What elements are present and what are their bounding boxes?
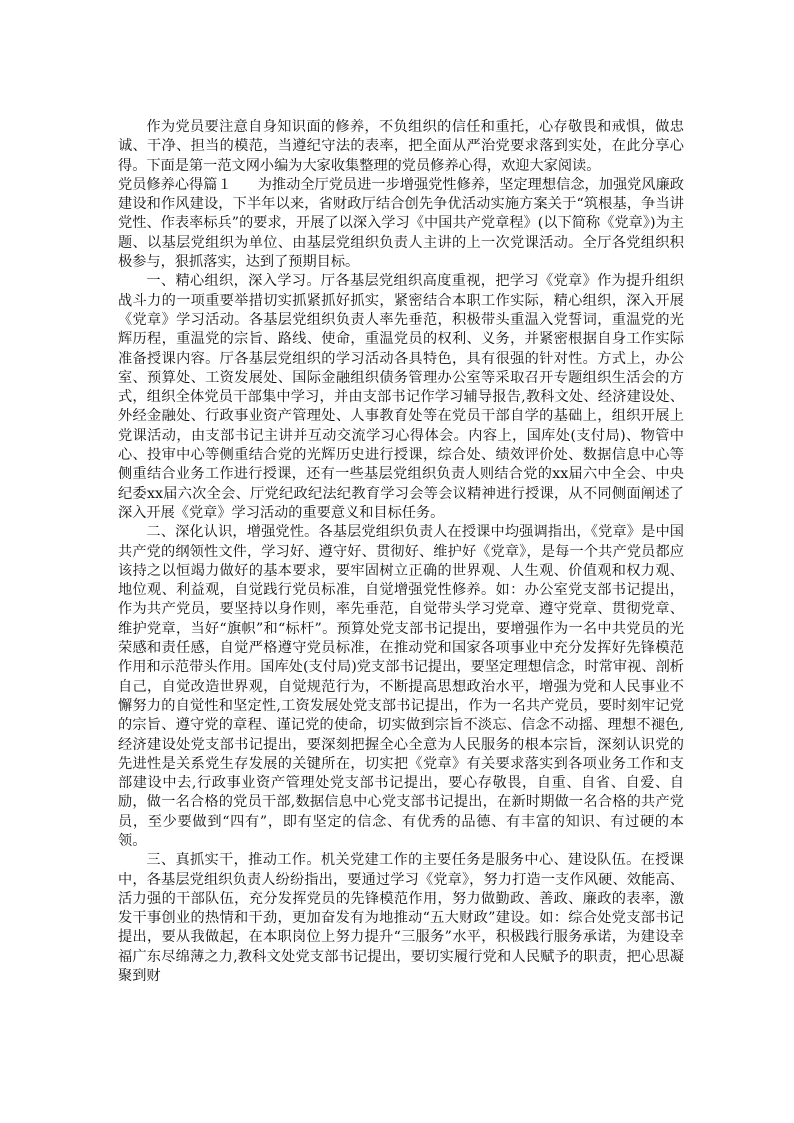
paragraph-1-text: 为推动全厅党员进一步增强党性修养，坚定理想信念，加强党风廉政建设和作风建设，下半年以来，省财政厅结合创先争优活动实施方案关于“筑根基，争当讲党性、作表率标兵”的要求，开展了以深入学习《中国共产党章程》(以下简称《党章》)为主题、以基层党组织为单位、由基层党组织负责人主讲的上一次党课活动。全厅各党组织积极参与，狠抓落实，达到了预期目标。	[118, 176, 684, 271]
document-page	[118, 118, 684, 986]
paragraph-3: 二、深化认识，增强党性。各基层党组织负责人在授课中均强调指出，《党章》是中国共产党的纲领性文件，学习好、遵守好、贯彻好、维护好《党章》，是每一个共产党员都应该持之以恒竭力做好的基本要求，要牢固树立正确的世界观、人生观、价值观和权力观、地位观、利益观，自觉践行党员标准，自觉增强党性修养。如：办公室党支部书记提出，作为共产党员，要坚持以身作则，率先垂范，自觉带头学习党章、遵守党章、贯彻党章、维护党章，当好“旗帜”和“标杆”。预算处党支部书记提出，要增强作为一名中共党员的光荣感和责任感，自觉严格遵守党员标准，在推动党和国家各项事业中充分发挥好先锋模范作用和示范带头作用。国库处(支付局)党支部书记提出，要坚定理想信念，时常审视、剖析自己，自觉改造世界观，自觉规范行为，不断提高思想政治水平，增强为党和人民事业不懈努力的自觉性和坚定性,工资发展处党支部书记提出，作为一名共产党员，要时刻牢记党的宗旨、遵守党的章程、谨记党的使命，切实做到宗旨不淡忘、信念不动摇、理想不褪色,经济建设处党支部书记提出，要深刻把握全心全意为人民服务的根本宗旨，深刻认识党的先进性是关系党生存发展的关键所在，切实把《党章》有关要求落实到各项业务工作和支部建设中去,行政事业资产管理处党支部书记提出，要心存敬畏，自重、自省、自爱、自励，做一名合格的党员干部,数据信息中心党支部书记提出，在新时期做一名合格的共产党员，至少要做到“四有”，即有坚定的信念、有优秀的品德、有丰富的知识、有过硬的本领。	[118, 524, 684, 849]
paragraph-2: 一、精心组织，深入学习。厅各基层党组织高度重视，把学习《党章》作为提升组织战斗力的一项重要举措切实抓紧抓好抓实，紧密结合本职工作实际，精心组织，深入开展《党章》学习活动。各基层党组织负责人率先垂范，积极带头重温入党誓词，重温党的光辉历程，重温党的宗旨、路线、使命，重温党员的权利、义务，并紧密根据自身工作实际准备授课内容。厅各基层党组织的学习活动各具特色，具有很强的针对性。方式上，办公室、预算处、工资发展处、国际金融组织债务管理办公室等采取召开专题组织生活会的方式，组织全体党员干部集中学习，并由支部书记作学习辅导报告,教科文处、经济建设处、外经金融处、行政事业资产管理处、人事教育处等在党员干部自学的基础上，组织开展上党课活动，由支部书记主讲并互动交流学习心得体会。内容上，国库处(支付局)、物管中心、投审中心等侧重结合党的光辉历史进行授课，综合处、绩效评价处、数据信息中心等侧重结合业务工作进行授课，还有一些基层党组织负责人则结合党的xx届六中全会、中央纪委xx届六次全会、厅党纪政纪法纪教育学习会等会议精神进行授课，从不同侧面阐述了深入开展《党章》学习活动的重要意义和目标任务。	[118, 273, 684, 521]
section-title: 党员修养心得篇１	[118, 176, 232, 193]
section-paragraph-1	[118, 176, 684, 272]
paragraph-4: 三、真抓实干，推动工作。机关党建工作的主要任务是服务中心、建设队伍。在授课中，各基层党组织负责人纷纷指出，要通过学习《党章》，努力打造一支作风硬、效能高、活力强的干部队伍，充分发挥党员的先锋模范作用，努力做勤政、善政、廉政的表率，激发干事创业的热情和干劲，更加奋发有为地推动“五大财政”建设。如：综合处党支部书记提出，要从我做起，在本职岗位上努力提升“三服务”水平，积极践行服务承诺，为建设幸福广东尽绵薄之力,教科文处党支部书记提出，要切实履行党和人民赋予的职责，把心思凝聚到财	[118, 852, 684, 985]
intro-paragraph: 作为党员要注意自身知识面的修养，不负组织的信任和重托，心存敬畏和戒惧，做忠诚、干净、担当的模范，当遵纪守法的表率，把全面从严治党要求落到实处，在此分享心得。下面是第一范文网小编为大家收集整理的党员修养心得，欢迎大家阅读。	[118, 119, 684, 174]
